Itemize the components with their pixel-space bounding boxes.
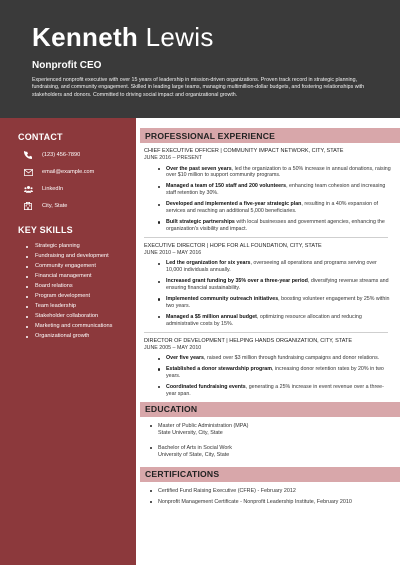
job-title: EXECUTIVE DIRECTOR | HOPE FOR ALL FOUNDATION, CITY, STATE bbox=[144, 242, 322, 249]
email-icon bbox=[24, 167, 36, 177]
sidebar bbox=[0, 118, 136, 565]
list-item: Organizational growth bbox=[26, 333, 124, 340]
list-item: Marketing and communications bbox=[26, 323, 124, 330]
section-title: EDUCATION bbox=[145, 404, 198, 415]
job-entry bbox=[144, 148, 394, 233]
job-bullets bbox=[158, 166, 394, 233]
first-name: Kenneth bbox=[32, 22, 139, 52]
certifications-list bbox=[150, 488, 394, 506]
list-item: Community engagement bbox=[26, 263, 124, 270]
list-item bbox=[150, 445, 394, 459]
bullet-highlight: Built strategic partnerships bbox=[166, 218, 235, 225]
list-item: Program development bbox=[26, 293, 124, 300]
bullet-highlight: Coordinated fundraising events bbox=[166, 383, 246, 390]
job-bullets bbox=[158, 260, 394, 327]
contact-linkedin-text: LinkedIn bbox=[42, 186, 64, 192]
bullet-text: , enhancing team cohesion and increasing staff retention by 30%. bbox=[166, 183, 386, 197]
job-entry bbox=[144, 338, 394, 398]
list-item: Team leadership bbox=[26, 303, 124, 310]
job-bullets bbox=[158, 355, 394, 398]
contact-heading: CONTACT bbox=[18, 132, 63, 142]
candidate-name bbox=[32, 22, 368, 52]
contact-list bbox=[18, 150, 124, 211]
bullet-text: , generating a 25% increase in event revenue over a three-year span. bbox=[166, 383, 384, 397]
phone-icon bbox=[24, 150, 36, 160]
list-item bbox=[158, 219, 394, 233]
list-item bbox=[150, 423, 394, 437]
certifications-section-header bbox=[140, 467, 400, 482]
degree: Master of Public Administration (MPA) bbox=[158, 422, 249, 429]
list-item bbox=[158, 355, 394, 362]
bullet-text: , diversifying revenue streams and ensuring financial sustainability. bbox=[166, 278, 389, 291]
list-item: Board relations bbox=[26, 283, 124, 290]
bullet-text: , raised over $3 million through fundraising campaigns and donor relations. bbox=[204, 355, 380, 361]
skills-list bbox=[26, 243, 124, 340]
list-item bbox=[158, 384, 394, 398]
bullet-highlight: Managed a team of 150 staff and 200 volunteers bbox=[166, 183, 287, 190]
bullet-text: , boosting volunteer engagement by 25% within two years. bbox=[166, 295, 390, 309]
bullet-text: , optimizing resource allocation and reducing administrative costs by 15%. bbox=[166, 313, 362, 327]
list-item bbox=[158, 366, 394, 380]
list-item bbox=[158, 201, 394, 215]
education-list bbox=[150, 423, 394, 459]
section-title: CERTIFICATIONS bbox=[145, 469, 220, 480]
linkedin-icon bbox=[24, 184, 36, 194]
bullet-highlight: Over the past seven years bbox=[166, 165, 232, 172]
bullet-highlight: Developed and implemented a five-year strategic plan bbox=[166, 201, 302, 208]
experience-section-header bbox=[140, 128, 400, 143]
list-item bbox=[158, 296, 394, 310]
bullet-highlight: Implemented community outreach initiatives bbox=[166, 295, 279, 302]
contact-location bbox=[24, 201, 124, 211]
resume-header bbox=[0, 0, 400, 118]
contact-linkedin[interactable] bbox=[24, 184, 124, 194]
list-item bbox=[158, 314, 394, 328]
school: University of State, City, State bbox=[158, 451, 230, 458]
bullet-highlight: Increased grant funding by 35% over a three-year period bbox=[166, 278, 308, 285]
list-item: Certified Fund Raising Executive (CFRE) - February 2012 bbox=[150, 488, 394, 495]
job-dates: JUNE 2010 – MAY 2016 bbox=[144, 249, 202, 256]
main-content bbox=[140, 118, 400, 565]
last-name: Lewis bbox=[145, 22, 214, 52]
list-item: Stakeholder collaboration bbox=[26, 313, 124, 320]
job-dates: JUNE 2016 – PRESENT bbox=[144, 155, 202, 161]
list-item: Strategic planning bbox=[26, 243, 124, 250]
contact-location-text: City, State bbox=[42, 203, 68, 209]
bullet-text: with local businesses and government agencies, enhancing the organization's visibility and impact. bbox=[166, 218, 385, 232]
job-title: CHIEF EXECUTIVE OFFICER | COMMUNITY IMPACT NETWORK, CITY, STATE bbox=[144, 148, 344, 154]
bullet-highlight: Established a donor stewardship program bbox=[166, 365, 272, 372]
contact-email[interactable] bbox=[24, 167, 124, 177]
list-item: Financial management bbox=[26, 273, 124, 280]
bullet-highlight: Over five years bbox=[166, 355, 204, 361]
bullet-highlight: Led the organization for six years bbox=[166, 260, 251, 267]
contact-phone-text: (123) 456-7890 bbox=[42, 152, 81, 158]
job-dates: JUNE 2005 – MAY 2010 bbox=[144, 344, 202, 351]
list-item bbox=[158, 183, 394, 197]
location-icon bbox=[24, 201, 36, 211]
divider bbox=[144, 332, 388, 333]
list-item: Nonprofit Management Certificate - Nonprofit Leadership Institute, February 2010 bbox=[150, 499, 394, 506]
bullet-text: , resulting in a 40% expansion of services and reaching an additional 5,000 beneficiaries. bbox=[166, 201, 378, 215]
bullet-highlight: Managed a $5 million annual budget bbox=[166, 313, 257, 320]
bullet-text: , overseeing all operations and programs serving over 10,000 individuals annually. bbox=[166, 260, 377, 274]
skills-heading: KEY SKILLS bbox=[18, 225, 73, 235]
contact-phone bbox=[24, 150, 124, 160]
section-title: PROFESSIONAL EXPERIENCE bbox=[145, 130, 276, 141]
list-item bbox=[158, 260, 394, 274]
job-title: DIRECTOR OF DEVELOPMENT | HELPING HANDS ORGANIZATION, CITY, STATE bbox=[144, 337, 353, 344]
education-section-header bbox=[140, 402, 400, 417]
divider bbox=[144, 237, 388, 238]
school: State University, City, State bbox=[158, 429, 223, 436]
list-item: Fundraising and development bbox=[26, 253, 124, 260]
profile-summary: Experienced nonprofit executive with over 15 years of leadership in mission-driven organizations. Proven track record in strategic planning, fundraising, and community engagement. Skilled in leading large teams, managing multimillion-dollar budgets, and fostering relationships with stakeholders and donors. Committed to driving social impact and organizational growth. bbox=[32, 77, 365, 98]
bullet-text: , increasing donor retention rates by 20% in two years. bbox=[166, 365, 384, 379]
bullet-text: , led the organization to a 50% increase in annual donations, raising over $10 million to support community programs. bbox=[166, 165, 391, 179]
job-entry bbox=[144, 243, 394, 328]
job-role: Nonprofit CEO bbox=[32, 60, 102, 71]
contact-email-text: email@example.com bbox=[42, 169, 95, 175]
list-item bbox=[158, 166, 394, 180]
list-item bbox=[158, 278, 394, 292]
degree: Bachelor of Arts in Social Work bbox=[158, 444, 232, 451]
